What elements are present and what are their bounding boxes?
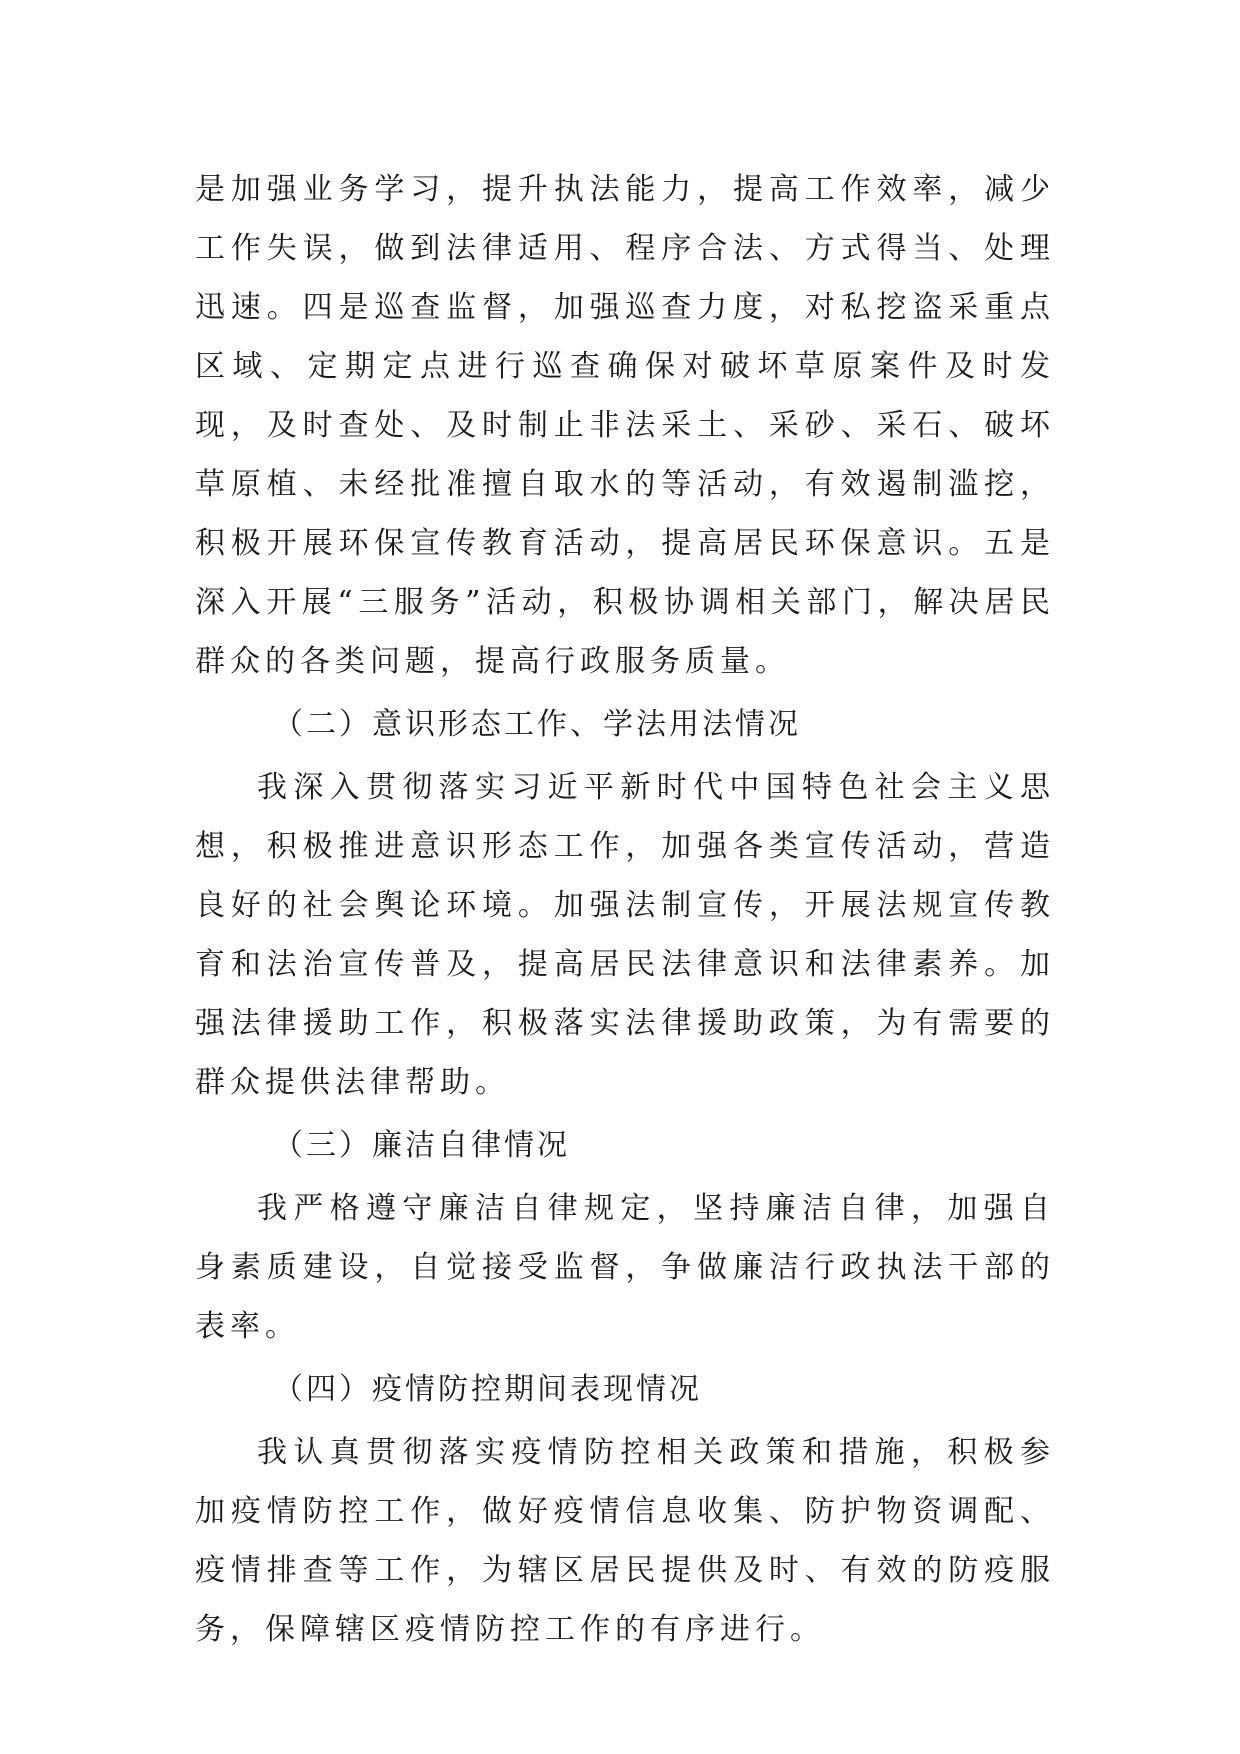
- paragraph-ideology: 我深入贯彻落实习近平新时代中国特色社会主义思想，积极推进意识形态工作，加强各类宣传活动，营造良好的社会舆论环境。加强法制宣传，开展法规宣传教育和法治宣传普及，提高居民法律意识和法律素养。加强法律援助工作，积极落实法律援助政策，为有需要的群众提供法律帮助。: [195, 770, 1055, 1100]
- section-heading-two: （二）意识形态工作、学法用法情况: [273, 707, 801, 742]
- document-body: [195, 160, 1055, 1659]
- section-heading-four: （四）疫情防控期间表现情况: [273, 1372, 702, 1407]
- paragraph-integrity: 我严格遵守廉洁自律规定，坚持廉洁自律，加强自身素质建设，自觉接受监督，争做廉洁行政执法干部的表率。: [195, 1191, 1055, 1344]
- paragraph-continuation: 是加强业务学习，提升执法能力，提高工作效率，减少工作失误，做到法律适用、程序合法、方式得当、处理迅速。四是巡查监督，加强巡查力度，对私挖盗采重点区域、定期定点进行巡查确保对破坏草原案件及时发现，及时查处、及时制止非法采土、采砂、采石、破坏草原植、未经批准擅自取水的等活动，有效遏制滥挖，积极开展环保宣传教育活动，提高居民环保意识。五是深入开展“三服务”活动，积极协调相关部门，解决居民群众的各类问题，提高行政服务质量。: [195, 172, 1055, 679]
- section-heading-three: （三）廉洁自律情况: [273, 1128, 570, 1163]
- paragraph-epidemic: 我认真贯彻落实疫情防控相关政策和措施，积极参加疫情防控工作，做好疫情信息收集、防护物资调配、疫情排查等工作，为辖区居民提供及时、有效的防疫服务，保障辖区疫情防控工作的有序进行。: [195, 1435, 1055, 1647]
